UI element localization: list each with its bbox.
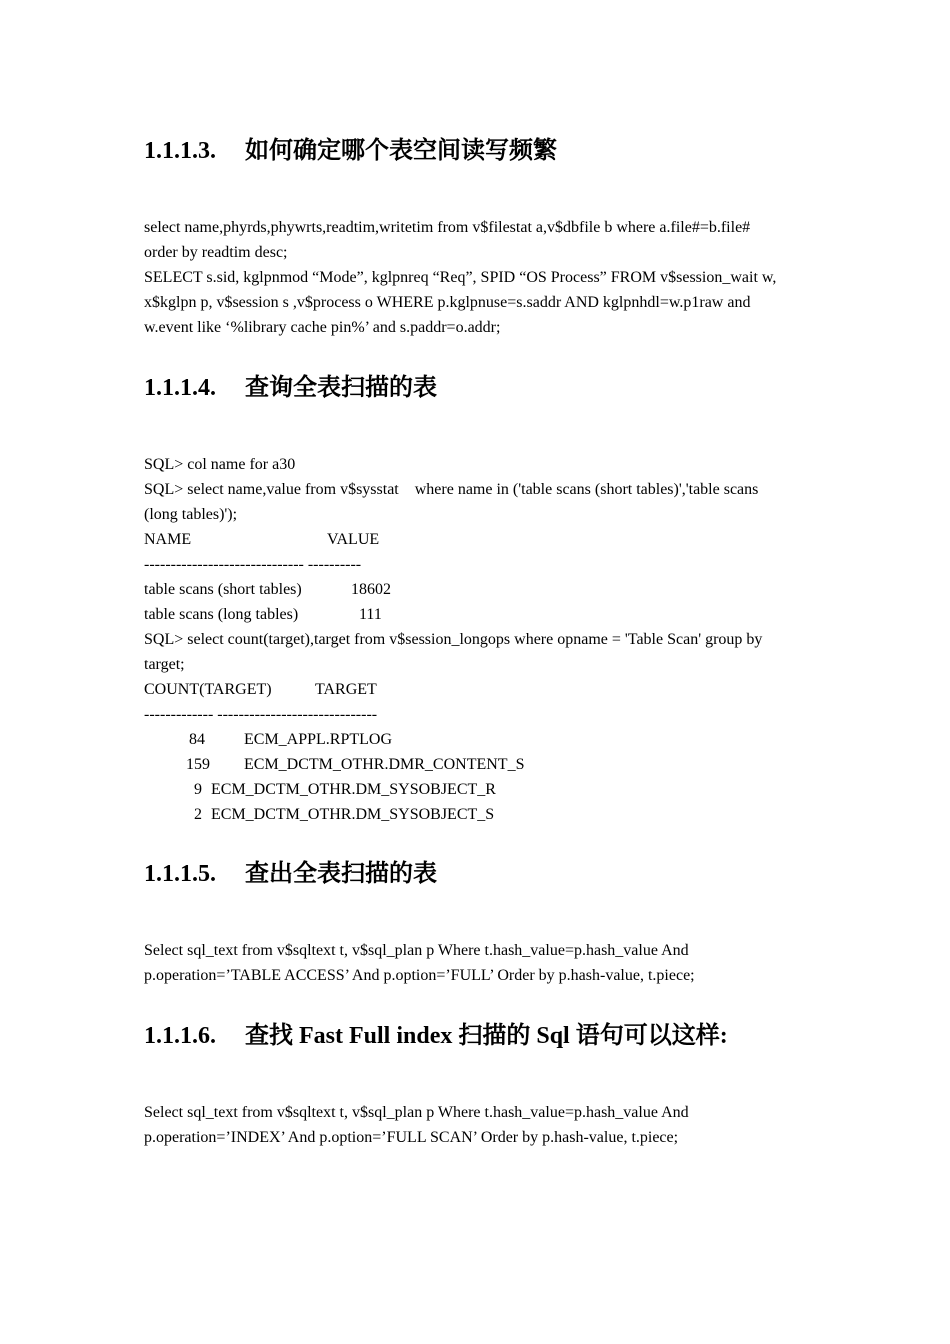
stats-row	[144, 577, 814, 602]
stat-name: table scans (short tables)	[144, 581, 302, 598]
code-line: Select sql_text from v$sqltext t, v$sql_plan p Where t.hash_value=p.hash_value And	[144, 1104, 689, 1121]
separator-line: ------------- ------------------------------	[144, 706, 378, 723]
count-row	[144, 777, 814, 802]
code-line: SQL> select name,value from v$sysstat where name in ('table scans (short tables)','table scans	[144, 481, 759, 498]
code-line: Select sql_text from v$sqltext t, v$sql_plan p Where t.hash_value=p.hash_value And	[144, 942, 689, 959]
stat-value: 18602	[351, 581, 391, 598]
code-line: w.event like ‘%library cache pin%’ and s.paddr=o.addr;	[144, 319, 501, 336]
section-heading	[144, 1021, 728, 1051]
target-value: ECM_DCTM_OTHR.DMR_CONTENT_S	[244, 756, 525, 773]
count-row	[144, 752, 814, 777]
target-value: ECM_DCTM_OTHR.DM_SYSOBJECT_S	[211, 806, 495, 823]
code-block	[144, 1100, 814, 1150]
code-line: order by readtim desc;	[144, 244, 288, 261]
stats-header-row	[144, 527, 814, 552]
column-header-value: VALUE	[327, 531, 380, 548]
section-title: 查找 Fast Full index 扫描的 Sql 语句可以这样:	[245, 1023, 728, 1049]
separator-line: ------------------------------ ----------	[144, 556, 362, 573]
code-line: SQL> col name for a30	[144, 456, 296, 473]
code-block	[144, 452, 814, 827]
section-title: 查询全表扫描的表	[245, 375, 437, 401]
count-row	[144, 802, 814, 827]
count-header-row	[144, 677, 814, 702]
code-line: SELECT s.sid, kglpnmod “Mode”, kglpnreq “Req”, SPID “OS Process” FROM v$session_wait w,	[144, 269, 777, 286]
section-number: 1.1.1.3.	[144, 138, 216, 164]
code-line: p.operation=’INDEX’ And p.option=’FULL SCAN’ Order by p.hash-value, t.piece;	[144, 1129, 679, 1146]
code-line: p.operation=’TABLE ACCESS’ And p.option=’FULL’ Order by p.hash-value, t.piece;	[144, 967, 695, 984]
column-header-name: NAME	[144, 531, 192, 548]
target-value: ECM_APPL.RPTLOG	[244, 731, 393, 748]
target-value: ECM_DCTM_OTHR.DM_SYSOBJECT_R	[211, 781, 496, 798]
stats-row	[144, 602, 814, 627]
code-block	[144, 215, 814, 340]
count-value: 9	[194, 781, 202, 798]
code-line: x$kglpn p, v$session s ,v$process o WHERE p.kglpnuse=s.saddr AND kglpnhdl=w.p1raw and	[144, 294, 751, 311]
section-heading	[144, 136, 557, 166]
section-number: 1.1.1.6.	[144, 1023, 216, 1049]
count-row	[144, 727, 814, 752]
code-block	[144, 938, 814, 988]
count-value: 84	[189, 731, 205, 748]
stat-value: 111	[359, 606, 382, 623]
section-title: 如何确定哪个表空间读写频繁	[245, 138, 557, 164]
code-line: target;	[144, 656, 185, 673]
code-line: (long tables)');	[144, 506, 238, 523]
column-header-count: COUNT(TARGET)	[144, 681, 272, 698]
code-line: select name,phyrds,phywrts,readtim,writetim from v$filestat a,v$dbfile b where a.file#=b.file#	[144, 219, 751, 236]
code-line: SQL> select count(target),target from v$session_longops where opname = 'Table Scan' group by	[144, 631, 763, 648]
section-number: 1.1.1.4.	[144, 375, 216, 401]
stat-name: table scans (long tables)	[144, 606, 299, 623]
section-title: 查出全表扫描的表	[245, 861, 437, 887]
section-heading	[144, 859, 437, 889]
column-header-target: TARGET	[315, 681, 377, 698]
section-number: 1.1.1.5.	[144, 861, 216, 887]
section-heading	[144, 373, 437, 403]
count-value: 2	[194, 806, 202, 823]
count-value: 159	[186, 756, 210, 773]
